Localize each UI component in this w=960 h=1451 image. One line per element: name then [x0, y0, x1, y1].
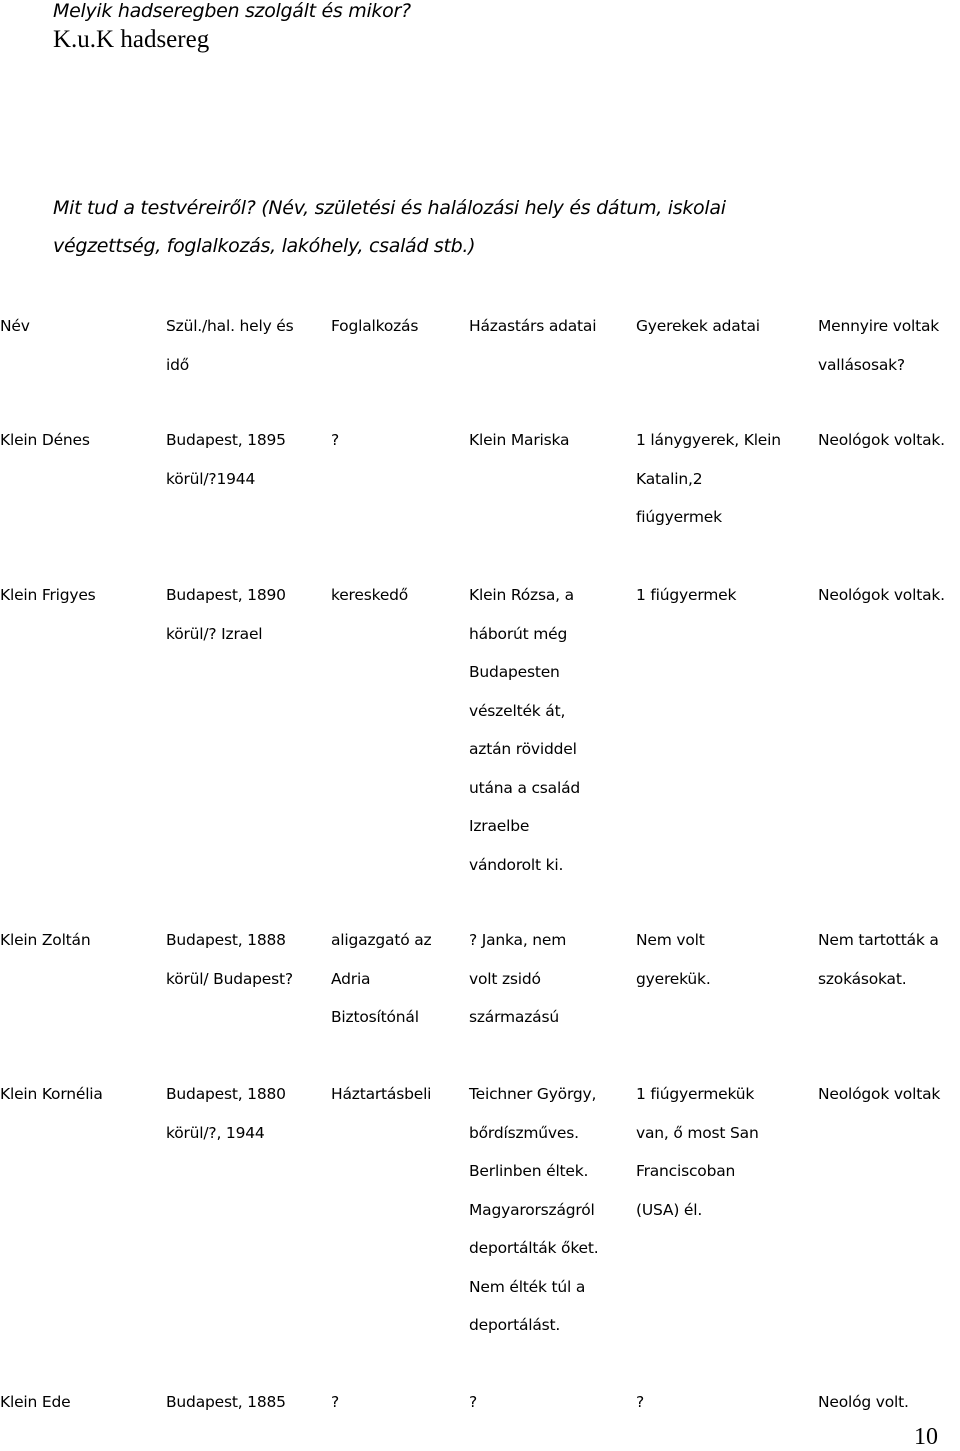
cell-occupation [331, 1383, 339, 1422]
cell-line: deportálták őket. [469, 1239, 599, 1257]
cell-line: aztán röviddel [469, 740, 577, 758]
cell-line: vándorolt ki. [469, 855, 564, 874]
cell-line: gyerekük. [636, 969, 711, 988]
cell-line: fiúgyermek [636, 508, 722, 526]
army-question: Melyik hadseregben szolgált és mikor? [53, 0, 411, 22]
page-number: 10 [914, 1424, 938, 1450]
cell-line: Budapest, 1888 [166, 931, 286, 949]
cell-line: ? [469, 1393, 478, 1411]
cell-line: Nem élték túl a [469, 1277, 586, 1296]
cell-line: körül/? Izrael [166, 624, 263, 643]
cell-spouse [469, 421, 569, 460]
cell-line: Neológok voltak. [818, 586, 945, 604]
cell-birth-death [166, 921, 293, 998]
cell-birth-death [166, 1383, 286, 1422]
cell-birth-death [166, 1075, 286, 1152]
cell-spouse [469, 307, 596, 346]
cell-line: ? [636, 1393, 645, 1411]
cell-line: Budapest, 1895 [166, 431, 286, 449]
cell-name [0, 307, 30, 346]
cell-religiosity [818, 921, 939, 998]
cell-birth-death [166, 421, 286, 498]
cell-line: Budapest, 1890 [166, 586, 286, 604]
cell-line: Háztartásbeli [331, 1085, 432, 1103]
cell-line: Budapesten [469, 663, 560, 681]
cell-line: Nem tartották a [818, 931, 939, 949]
cell-line: Neológok voltak. [818, 431, 945, 449]
cell-spouse [469, 1075, 598, 1345]
cell-line: körül/?, 1944 [166, 1123, 265, 1142]
cell-line: Adria [331, 969, 371, 988]
cell-children [636, 1075, 759, 1229]
cell-line: Teichner György, [469, 1085, 597, 1103]
cell-line: kereskedő [331, 586, 409, 604]
siblings-question-line: Mit tud a testvéreiről? (Név, születési és halálozási hely és dátum, iskolai [53, 197, 726, 219]
cell-line: Klein Ede [0, 1393, 71, 1411]
cell-spouse [469, 921, 566, 1037]
army-answer: K.u.K hadsereg [53, 26, 210, 53]
cell-line: van, ő most San [636, 1123, 759, 1142]
cell-religiosity [818, 576, 945, 615]
cell-name [0, 1383, 70, 1422]
cell-line: szokásokat. [818, 969, 907, 988]
cell-religiosity [818, 307, 939, 384]
cell-line: Biztosítónál [331, 1008, 419, 1026]
cell-line: Budapest, 1880 [166, 1085, 286, 1103]
cell-children [636, 307, 760, 346]
cell-occupation [331, 576, 408, 615]
cell-religiosity [818, 1383, 909, 1422]
cell-line: származású [469, 1008, 559, 1026]
cell-line: aligazgató az [331, 931, 432, 949]
cell-line: körül/?1944 [166, 469, 256, 488]
cell-line: Klein Zoltán [0, 931, 91, 949]
cell-line: körül/ Budapest? [166, 969, 293, 988]
cell-line: ? [331, 431, 340, 449]
cell-children [636, 1383, 644, 1422]
cell-line: Klein Frigyes [0, 586, 96, 604]
cell-line: Szül./hal. hely és [166, 317, 294, 335]
cell-line: 1 lánygyerek, Klein [636, 431, 781, 449]
cell-line: 1 fiúgyermekük [636, 1085, 755, 1103]
cell-line: vallásosak? [818, 355, 905, 374]
cell-line: Klein Rózsa, a [469, 586, 574, 604]
cell-birth-death [166, 576, 286, 653]
siblings-question-line: végzettség, foglalkozás, lakóhely, család stb.) [53, 235, 476, 257]
cell-children [636, 576, 736, 615]
cell-line: volt zsidó [469, 969, 541, 988]
cell-line: Név [0, 317, 30, 335]
cell-line: Neológok voltak [818, 1085, 941, 1103]
cell-line: Foglalkozás [331, 317, 419, 335]
cell-religiosity [818, 1075, 940, 1114]
cell-line: Franciscoban [636, 1162, 736, 1180]
cell-line: bőrdíszműves. [469, 1123, 579, 1142]
cell-line: Katalin,2 [636, 469, 703, 488]
cell-line: utána a család [469, 778, 581, 797]
cell-line: Gyerekek adatai [636, 317, 760, 335]
cell-line: Budapest, 1885 [166, 1393, 286, 1411]
cell-spouse [469, 1383, 477, 1422]
cell-line: Berlinben éltek. [469, 1162, 589, 1180]
cell-occupation [331, 307, 418, 346]
cell-line: Izraelbe [469, 817, 530, 835]
cell-line: ? [331, 1393, 340, 1411]
cell-name [0, 921, 90, 960]
cell-line: Klein Kornélia [0, 1085, 103, 1103]
cell-spouse [469, 576, 580, 884]
cell-religiosity [818, 421, 945, 460]
cell-line: háborút még [469, 624, 568, 643]
cell-line: idő [166, 355, 190, 374]
cell-occupation [331, 421, 339, 460]
cell-children [636, 921, 711, 998]
cell-birth-death [166, 307, 294, 384]
cell-line: Nem volt [636, 931, 705, 949]
cell-line: Házastárs adatai [469, 317, 597, 335]
cell-name [0, 576, 96, 615]
cell-name [0, 1075, 103, 1114]
cell-line: Klein Dénes [0, 431, 90, 449]
cell-line: Magyarországról [469, 1200, 595, 1219]
cell-line: Mennyire voltak [818, 317, 940, 335]
cell-line: vészelték át, [469, 701, 566, 720]
cell-line: Neológ volt. [818, 1393, 909, 1411]
cell-children [636, 421, 781, 537]
cell-line: deportálást. [469, 1316, 561, 1334]
cell-name [0, 421, 90, 460]
cell-line: Klein Mariska [469, 431, 570, 449]
cell-line: (USA) él. [636, 1200, 703, 1219]
cell-occupation [331, 921, 431, 1037]
cell-line: 1 fiúgyermek [636, 586, 737, 604]
cell-occupation [331, 1075, 431, 1114]
cell-line: ? Janka, nem [469, 931, 567, 949]
